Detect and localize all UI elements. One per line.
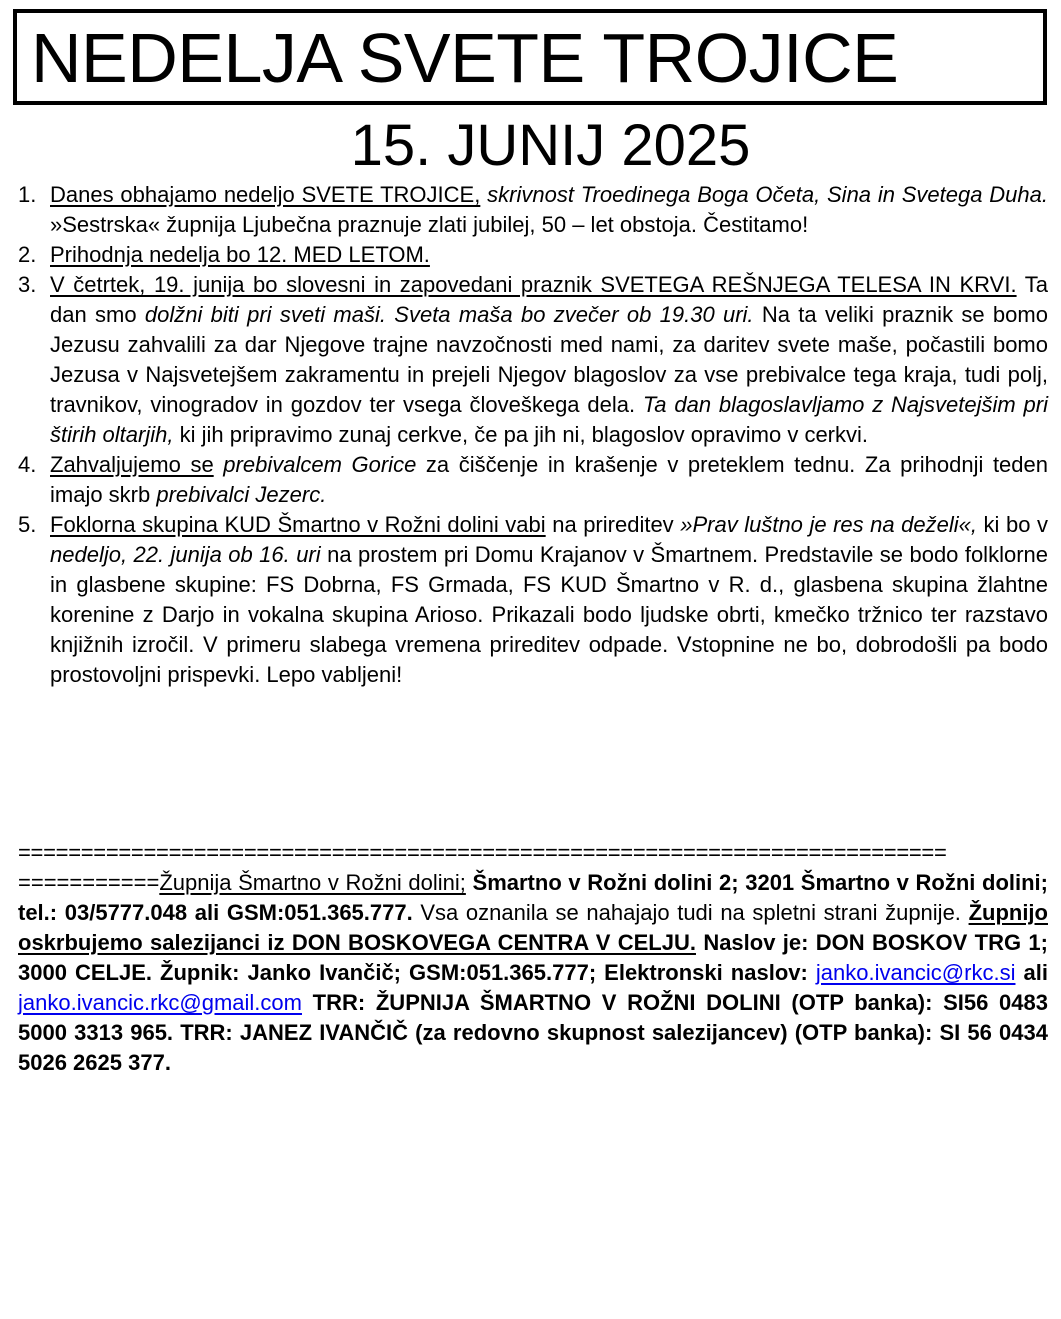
item-heading: Prihodnja nedelja bo 12. MED LETOM. bbox=[50, 242, 430, 267]
title-box bbox=[13, 9, 1047, 105]
item-text: ki bo v bbox=[983, 512, 1048, 537]
item-emphasis: prebivalcem Gorice bbox=[223, 452, 417, 477]
item-emphasis: skrivnost Troedinega Boga Očeta, Sina in Svetega Duha. bbox=[487, 182, 1048, 207]
footer bbox=[18, 838, 1048, 1078]
salesians-note: Župnijo oskrbujemo salezijanci iz DON BOSKOVEGA CENTRA V CELJU. bbox=[18, 900, 1048, 955]
item-emphasis: »Prav luštno je res na deželi«, bbox=[680, 512, 978, 537]
announcement-item-1 bbox=[18, 180, 1048, 240]
item-text: za čiščenje in krašenje v preteklem tednu. Za prihodnji teden imajo skrb bbox=[50, 452, 1048, 507]
page-title: NEDELJA SVETE TROJICE bbox=[31, 19, 899, 97]
item-text: na prireditev bbox=[552, 512, 674, 537]
email-link-primary[interactable]: janko.ivancic@rkc.si bbox=[815, 960, 1016, 985]
item-emphasis: prebivalci Jezerc. bbox=[156, 482, 327, 507]
announcement-item-5 bbox=[18, 510, 1048, 690]
separator-prefix: =========== bbox=[18, 870, 160, 895]
item-text: ki jih pripravimo zunaj cerkve, če pa jih ni, blagoslov opravimo v cerkvi. bbox=[179, 422, 869, 447]
item-heading: V četrtek, 19. junija bo slovesni in zapovedani praznik SVETEGA REŠNJEGA TELESA IN KRVI. bbox=[50, 272, 1017, 297]
item-text: »Sestrska« župnija Ljubečna praznuje zlati jubilej, 50 – let obstoja. Čestitamo! bbox=[50, 212, 809, 237]
bank-info: TRR: ŽUPNIJA ŠMARTNO V ROŽNI DOLINI (OTP banka): SI56 0483 5000 3313 965. TRR: JANEZ IVANČIČ (za redovno skupnost salezijancev) (OTP banka): SI 56 0434 5026 2625 377. bbox=[18, 990, 1048, 1075]
or-word: ali bbox=[1023, 960, 1048, 985]
item-number: 2. bbox=[18, 242, 37, 267]
announcement-item-2 bbox=[18, 240, 1048, 270]
item-number: 1. bbox=[18, 182, 37, 207]
item-heading: Foklorna skupina KUD Šmartno v Rožni dolini vabi bbox=[50, 512, 546, 537]
announcement-item-3 bbox=[18, 270, 1048, 450]
item-emphasis: nedeljo, 22. junija ob 16. uri bbox=[50, 542, 321, 567]
announcement-list bbox=[18, 180, 1048, 690]
item-number: 4. bbox=[18, 452, 37, 477]
item-number: 3. bbox=[18, 272, 37, 297]
parish-address: Šmartno v Rožni dolini 2; 3201 Šmartno v Rožni dolini; tel.: 03/5777.048 ali GSM:051.365.777. bbox=[18, 870, 1048, 925]
contact-block bbox=[18, 868, 1048, 1078]
item-emphasis: dolžni biti pri sveti maši. Sveta maša bo zvečer ob 19.30 uri. bbox=[144, 302, 754, 327]
web-note: Vsa oznanila se nahajajo tudi na spletni strani župnije. bbox=[420, 900, 961, 925]
item-text: Na ta veliki praznik se bomo Jezusu zahvalili za dar Njegove trajne navzočnosti med nami, za daritev svete maše, počastili bomo Jezusa v Najsvetejšem zakramentu in prejeli Njegov blagoslov za vse prebivalce tega kraja, tudi polj, travnikov, vinogradov in gozdov ter vsega človeškega dela. bbox=[50, 302, 1048, 417]
item-number: 5. bbox=[18, 512, 37, 537]
contact-info: Naslov je: DON BOSKOV TRG 1; 3000 CELJE. Župnik: Janko Ivančič; GSM:051.365.777; Elektronski naslov: bbox=[18, 930, 1048, 985]
separator-line: ========================================================================== bbox=[18, 840, 947, 865]
item-heading: Danes obhajamo nedeljo SVETE TROJICE, bbox=[50, 182, 481, 207]
item-text: Ta dan smo bbox=[50, 272, 1048, 327]
announcement-item-4 bbox=[18, 450, 1048, 510]
item-text: na prostem pri Domu Krajanov v Šmartnem. Predstavile se bodo folklorne in glasbene skupine: FS Dobrna, FS Grmada, FS KUD Šmartno v R. d., glasbena skupina žlahtne korenine z Darjo in vokalna skupina Arioso. Prikazali bodo ljudske obrti, kmečko tržnico ter razstavo knjižnih izročil. V primeru slabega vremena prireditev odpade. Vstopnine ne bo, dobrodošli pa bodo prostovoljni prispevki. Lepo vabljeni! bbox=[50, 542, 1048, 687]
email-link-secondary[interactable]: janko.ivancic.rkc@gmail.com bbox=[18, 990, 302, 1015]
parish-name: Župnija Šmartno v Rožni dolini; bbox=[159, 870, 466, 895]
item-heading: Zahvaljujemo se bbox=[50, 452, 214, 477]
date-heading: 15. JUNIJ 2025 bbox=[350, 113, 751, 178]
item-emphasis: Ta dan blagoslavljamo z Najsvetejšim pri štirih oltarjih, bbox=[50, 392, 1048, 447]
